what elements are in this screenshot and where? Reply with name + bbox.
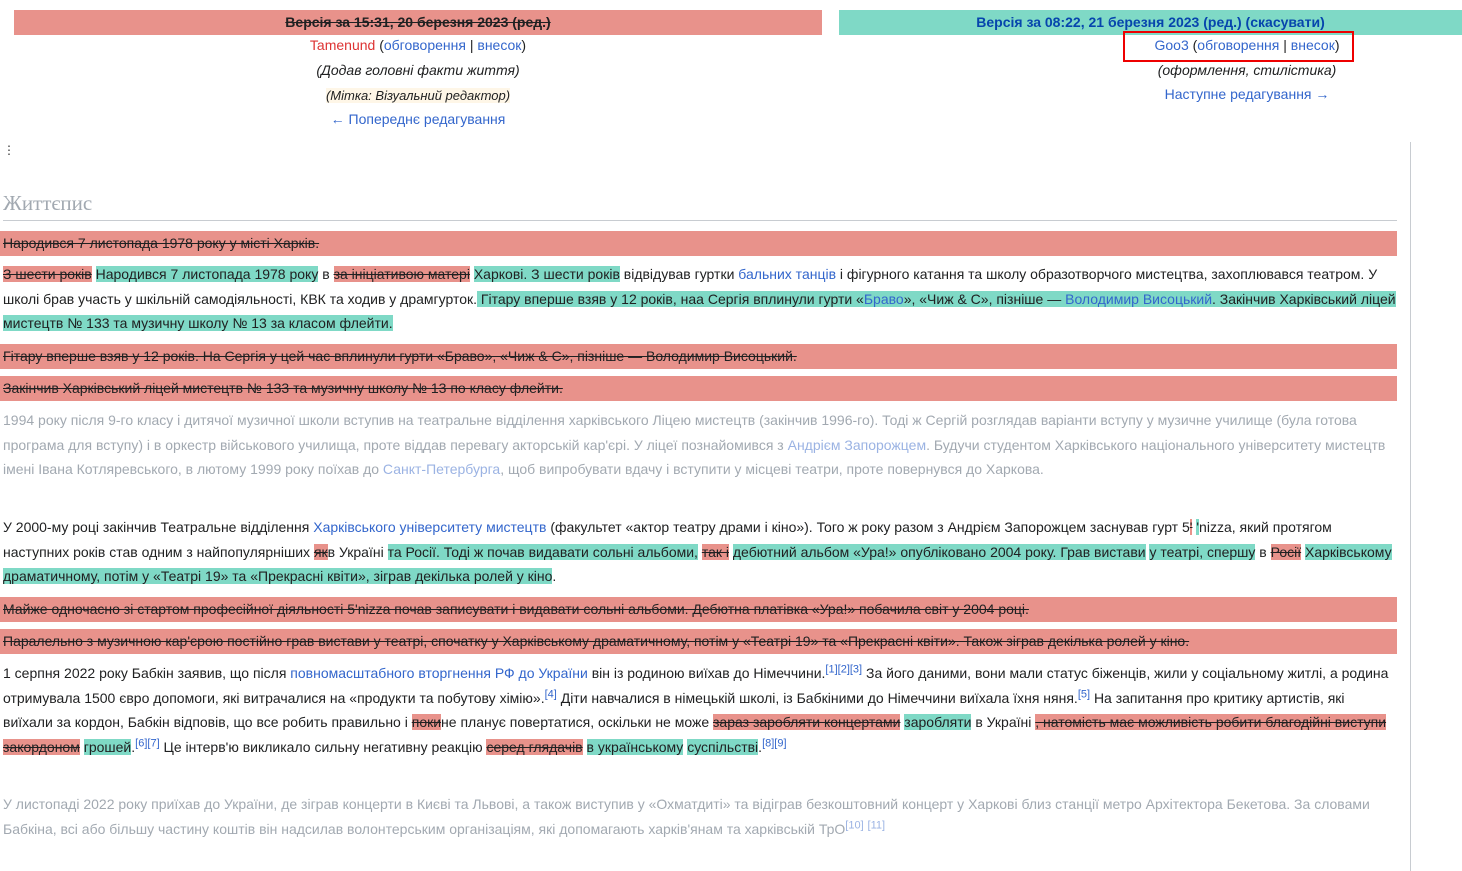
ref-link[interactable]: [6] — [135, 736, 148, 749]
old-version-header — [14, 10, 822, 35]
deleted-line-2: Гітару вперше взяв у 12 років. На Сергія у цей час вплинули гурти «Браво», «Чиж & С», пізніше — Володимир Висоцький. — [0, 344, 1397, 369]
text: няня. — [1043, 689, 1078, 706]
spb-link[interactable]: Санкт-Петербурга — [382, 461, 501, 477]
old-contrib-link[interactable]: внесок — [477, 37, 522, 53]
new-user-line: Goo3 (обговорення | внесок) — [1154, 37, 1340, 53]
inserted-text: заробляти — [904, 714, 972, 730]
ballroom-dance-link[interactable]: бальних танців — [738, 266, 837, 282]
text: . — [131, 738, 136, 755]
ref-link[interactable]: [4] — [544, 687, 557, 700]
deleted-text: серед глядачів — [486, 738, 583, 755]
deleted-text: Росії — [1270, 543, 1302, 560]
deleted-text: поки — [411, 714, 442, 730]
text: в — [322, 266, 330, 282]
deleted-text: , натомість має можливість робити благодійні виступи закордоном — [3, 714, 1387, 755]
ref-link[interactable]: [10] — [845, 818, 864, 831]
text: 1 серпня 2022 року Бабкін заявив, що після — [3, 665, 287, 681]
old-user-link[interactable]: Tamenund — [309, 37, 376, 53]
new-contrib-link[interactable]: внесок — [1290, 37, 1335, 53]
deleted-line-5: Паралельно з музичною кар'єрою постійно грав вистави у театрі, спочатку у Харківському драматичному, потім у «Театрі 19» та «Прекрасні квіти». Також зіграв декілька ролей у кіно. — [0, 629, 1397, 654]
text: в Україні — [327, 543, 384, 560]
prev-edit-label[interactable]: ← Попереднє редагування — [330, 111, 506, 127]
ref-link[interactable]: [1] — [825, 663, 838, 676]
text: Харківського національного університету мистецтв імені Івана Котляревського, в лютому 1999 року поїхав до — [3, 436, 1386, 477]
text: в Україні — [975, 714, 1032, 730]
deleted-text: ' — [1189, 519, 1193, 535]
text: (факультет «актор театру драми і кіно»). Того ж року разом з Андрієм Запорожцем заснував гурт 5 — [550, 519, 1190, 535]
inserted-text: Харкові. З шести років — [473, 266, 620, 282]
text: в — [1259, 543, 1267, 560]
text: він із родиною виїхав до Німеччини. — [591, 665, 826, 681]
invasion-link[interactable]: повномасштабного вторгнення РФ до України — [290, 665, 588, 681]
text: У листопаді 2022 року приїхав до України, де зіграв концерти в Києві та Львові, а також виступив у «Охматдиті» та відіграв безкоштовний концерт у Харкові близ станції метро Архітектора — [3, 796, 1223, 812]
inserted-text: Харківському драматичному, потім у «Театрі 19» та «Прекрасні квіти», зіграв декілька ролей у кіно — [3, 543, 1392, 584]
inserted-text: Гітару вперше взяв у 12 років, наа Сергія вплинули гурти « — [477, 290, 864, 307]
highlight-box — [1123, 31, 1354, 62]
text: . — [758, 738, 763, 755]
text: . — [552, 568, 557, 584]
old-tag-text: (Мітка: Візуальний редактор) — [325, 88, 511, 103]
text: . Будучи студентом — [926, 436, 1051, 453]
ref-link[interactable]: [5] — [1077, 687, 1091, 700]
inserted-text: Народився 7 листопада 1978 року — [95, 266, 319, 282]
deleted-text: зараз заробляти концертами — [713, 714, 901, 730]
text: і фігурного катання та школу образотворчого мистецтва, — [839, 266, 1208, 282]
ref-link[interactable]: [8] — [762, 736, 775, 749]
ref-link[interactable]: [2] — [837, 663, 850, 676]
old-user-line: Tamenund (обговорення | внесок) — [309, 37, 527, 53]
next-edit-link[interactable] — [1040, 86, 1454, 102]
deleted-line-1: Народився 7 листопада 1978 року у місті Харків. — [0, 231, 1397, 256]
text: соціальному житлі, а родина отримувала 1500 євро допомоги, які витрачалися на «продукти та побутову хімію». — [3, 665, 1389, 706]
old-talk-link[interactable]: обговорення — [383, 37, 466, 53]
text: училище (була готова програма для вступу) і в оркестр військового училища, проте віддав перевагу акторській кар'єрі. У ліцеї познайомився з — [3, 412, 1357, 453]
ref-link[interactable]: [7] — [147, 736, 160, 749]
inserted-text: грошей — [83, 738, 132, 755]
ref-link[interactable]: [9] — [774, 736, 787, 749]
text: Бекетова. За словами Бабкіна, всі або більшу частину коштів він надсилав волонтерським організаціям, які допомагають харків'янам та харківській ТрО — [3, 796, 1370, 837]
inserted-text: », «Чиж & С», пізніше — — [903, 290, 1062, 307]
old-version-link[interactable]: Версія за 15:31, 20 березня 2023 (ред.) — [285, 14, 551, 30]
more-options-icon[interactable]: ⋮ — [3, 143, 15, 157]
undo-link[interactable]: скасувати — [1250, 14, 1321, 30]
column-divider — [1410, 142, 1411, 871]
section-heading: Життєпис — [3, 191, 1397, 221]
text: За його даними, вони мали статус біженців, жили у — [866, 665, 1199, 681]
inserted-text: дебютний альбом «Ура!» опубліковано 2004 року. Грав вистави — [732, 543, 1146, 560]
text: На запитання про критику артистів, які виїхали за кордон, Бабкін відповів, що все робить правильно і — [3, 689, 1345, 730]
new-version-header: Версія за 08:22, 21 березня 2023 (ред.) (скасувати) — [839, 10, 1462, 35]
ref-link[interactable]: [11] — [867, 818, 886, 831]
new-talk-link[interactable]: обговорення — [1197, 37, 1280, 53]
text: Діти навчалися в німецькій школі, із Бабкіними до Німеччини виїхала їхня — [560, 689, 1040, 706]
inserted-text: суспільстві — [687, 738, 759, 755]
vysotsky-link[interactable]: Володимир Висоцький — [1065, 290, 1213, 307]
inserted-text: у театрі, спершу — [1149, 543, 1256, 560]
deleted-text: З шести років — [3, 266, 92, 282]
changed-paragraph-3 — [3, 661, 1398, 759]
new-user-link[interactable]: Goo3 — [1154, 37, 1189, 53]
deleted-text: як — [313, 543, 328, 560]
context-paragraph-1 — [3, 408, 1398, 482]
text: повернувся до Харкова. — [887, 461, 1044, 477]
bravo-link[interactable]: Браво — [863, 290, 904, 307]
inserted-text: ' — [1196, 519, 1200, 535]
inserted-text: в українському — [586, 738, 684, 755]
text: не планує повертатися, оскільки не може — [441, 714, 710, 730]
text: nizza, — [1199, 519, 1236, 535]
inserted-text: . Закінчив Харківський ліцей мистецтв № 133 та музичну школу № 13 за класом флейти. — [3, 290, 1396, 331]
text: який протягом наступних років став одним з найпопулярніших — [3, 519, 1332, 560]
text: Це інтерв'ю викликало сильну негативну реакцію — [163, 738, 483, 755]
next-edit-label[interactable]: Наступне редагування → — [1164, 86, 1330, 102]
deleted-line-4: Майже одночасно зі стартом професійної діяльності 5'nizza почав записувати і видавати сольні альбоми. Дебютна платівка «Ура!» побачила світ у 2004 році. — [0, 597, 1397, 622]
deleted-line-3: Закінчив Харківський ліцей мистецтв № 133 та музичну школу № 13 по класу флейти. — [0, 376, 1397, 401]
ref-link[interactable]: [3] — [849, 663, 863, 676]
changed-paragraph-2 — [3, 515, 1398, 589]
prev-edit-link[interactable] — [14, 111, 822, 127]
university-link[interactable]: Харківського університету мистецтв — [313, 519, 547, 535]
old-summary: (Додав головні факти життя) — [316, 62, 520, 78]
zaporozhets-link[interactable]: Андрієм Запорожцем — [787, 436, 927, 453]
context-paragraph-2 — [3, 792, 1398, 841]
changed-paragraph-1 — [3, 262, 1398, 336]
new-summary: (оформлення, стилістика) — [1157, 62, 1337, 78]
text: 1994 року після 9-го класу і дитячої музичної школи вступив на театральне відділення харківського Ліцею мистецтв (закінчив 1996-го). Тоді ж Сергій розглядав варіанти вступу у музичне — [3, 412, 1212, 428]
text: У 2000-му році закінчив Театральне відділення — [3, 519, 310, 535]
text: , щоб випробувати вдачу і вступити у місцеві театри, проте — [500, 461, 884, 477]
deleted-text: за ініціативою матері — [333, 266, 470, 282]
new-version-link[interactable]: Версія за 08:22, 21 березня 2023 (ред.) — [976, 14, 1242, 30]
inserted-text: та Росії. Тоді ж почав видавати сольні альбоми, — [387, 543, 698, 560]
text: захоплювався театром. У школі брав участь у шкільній самодіяльності, КВК та ходив у драмгурток. — [3, 266, 1378, 307]
old-tag — [14, 88, 822, 103]
deleted-text: так і — [701, 543, 729, 560]
text: відвідував гуртки — [623, 266, 735, 282]
